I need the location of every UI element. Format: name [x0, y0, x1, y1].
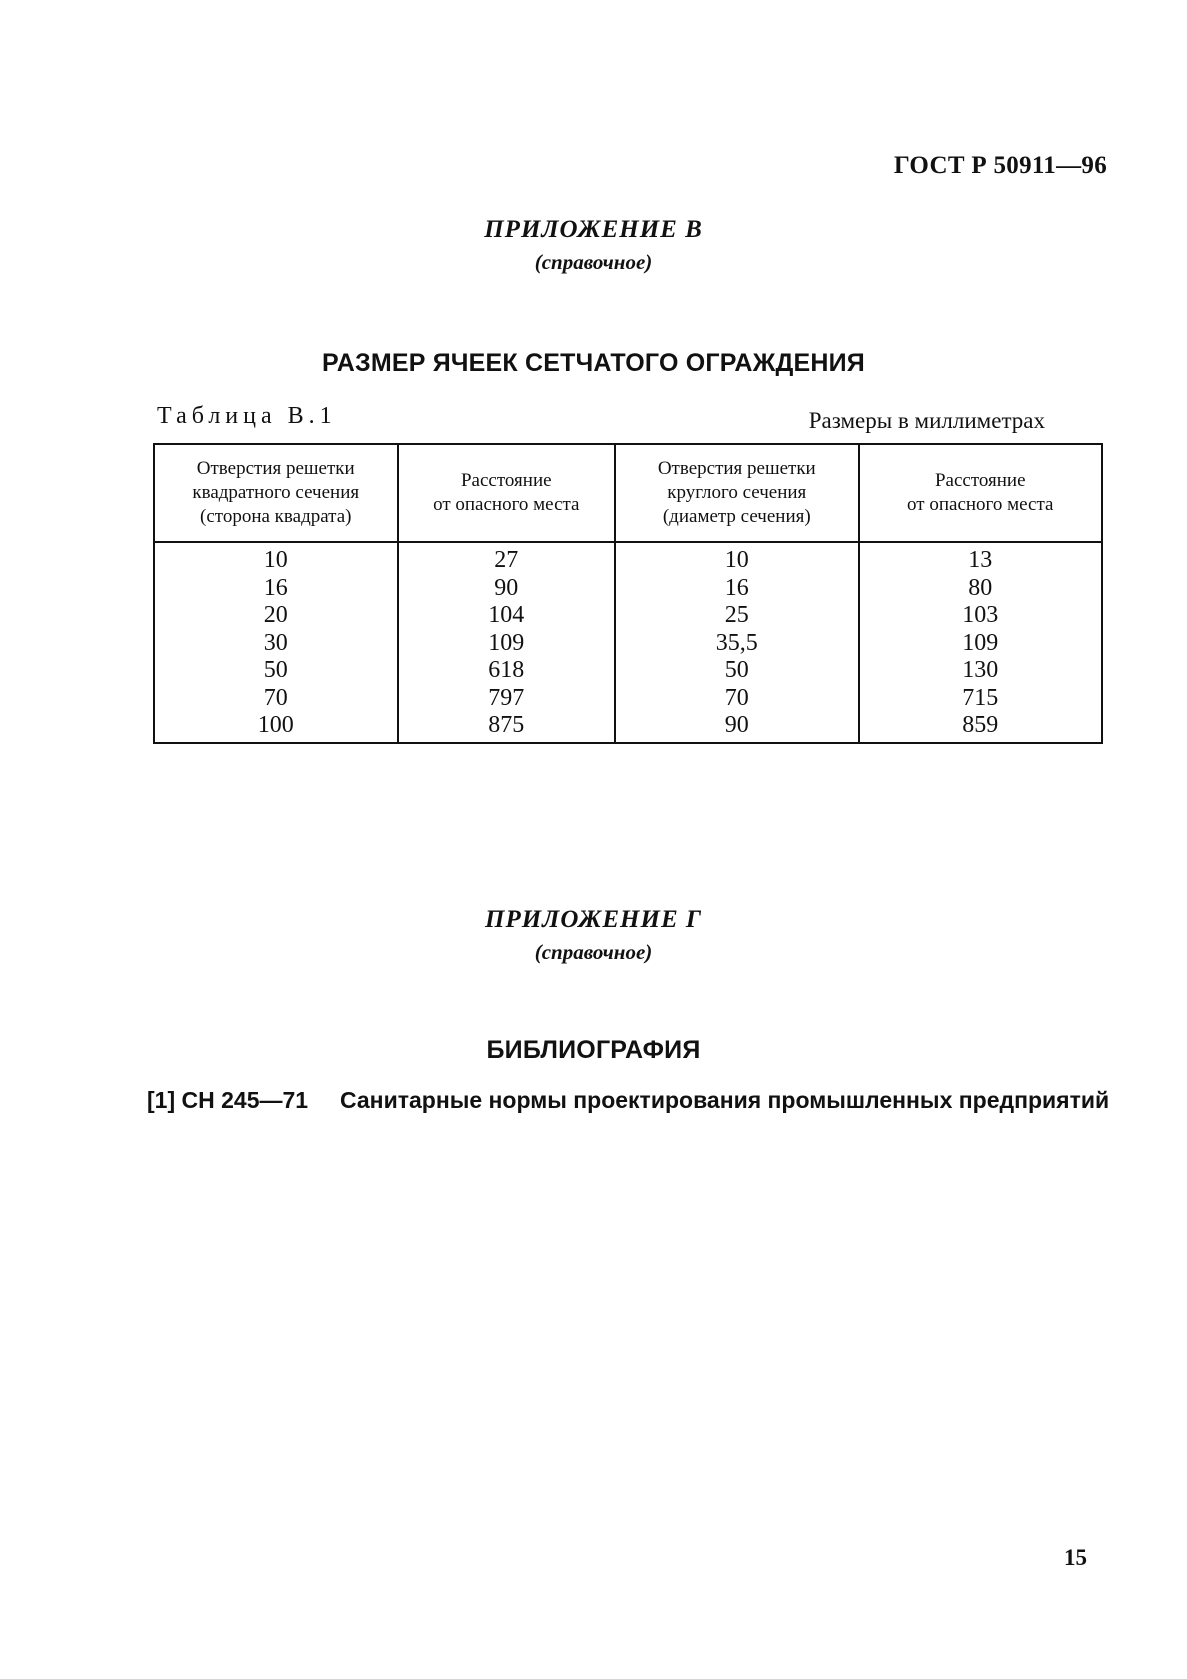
table-cell: 30: [263, 629, 288, 656]
table-cell: 10: [263, 547, 288, 573]
section-g-title: БИБЛИОГРАФИЯ: [486, 1036, 701, 1064]
appendix-g-title: ПРИЛОЖЕНИЕ Г: [485, 906, 702, 933]
header-round-opening: Отверстия решетки круглого сечения (диаметр сечения): [615, 444, 858, 542]
table-cell: 100: [257, 712, 294, 738]
table-cell: 50: [263, 657, 288, 683]
table-cell: 103: [962, 602, 999, 628]
table-cell: 20: [263, 602, 288, 628]
appendix-v-title: ПРИЛОЖЕНИЕ В: [484, 216, 703, 243]
table-cell: 13: [968, 547, 993, 573]
table-cell: 10: [724, 547, 749, 573]
table-cell: 715: [962, 684, 999, 711]
document-standard-number: ГОСТ Р 50911—96: [893, 152, 1107, 179]
table-row: [154, 542, 1102, 743]
table-cell: 50: [724, 657, 749, 683]
round-diameter-values: [615, 542, 858, 743]
mesh-size-table: [153, 443, 1103, 744]
table-cell: 70: [263, 684, 288, 711]
table-cell: 109: [962, 629, 999, 656]
table-cell: 70: [724, 684, 749, 711]
table-cell: 25: [724, 602, 749, 628]
appendix-g-subtitle: (справочное): [534, 940, 653, 964]
square-side-values: [154, 542, 398, 743]
table-cell: 27: [494, 547, 519, 573]
table-header-row: [154, 444, 1102, 542]
appendix-v-subtitle: (справочное): [534, 250, 653, 274]
table-cell: 859: [962, 712, 999, 738]
table-cell: 618: [488, 657, 525, 683]
bibliography-text: Санитарные нормы проектирования промышленных предприятий: [340, 1087, 1110, 1113]
table-label: Таблица В.1: [157, 403, 337, 429]
bibliography-entry: [147, 1087, 1109, 1114]
page-number: 15: [1064, 1545, 1087, 1570]
table-cell: 130: [962, 657, 999, 683]
table-cell: 16: [724, 574, 749, 601]
distance-values-2: [859, 542, 1103, 743]
distance-values-1: [398, 542, 616, 743]
table-cell: 797: [488, 684, 525, 711]
bibliography-ref: [1] СН 245—71: [147, 1087, 309, 1113]
table-cell: 35,5: [715, 629, 758, 656]
table-cell: 16: [263, 574, 288, 601]
table-cell: 104: [488, 602, 525, 628]
table-cell: 80: [968, 574, 993, 601]
table-cell: 875: [488, 712, 525, 738]
table-cell: 109: [488, 629, 525, 656]
section-v-title: РАЗМЕР ЯЧЕЕК СЕТЧАТОГО ОГРАЖДЕНИЯ: [322, 349, 865, 377]
header-distance-2: Расстояние от опасного места: [859, 444, 1103, 542]
table-units: Размеры в миллиметрах: [808, 408, 1045, 433]
table-cell: 90: [494, 574, 519, 601]
header-distance-1: Расстояние от опасного места: [398, 444, 616, 542]
header-square-opening: Отверстия решетки квадратного сечения (сторона квадрата): [154, 444, 398, 542]
table-cell: 90: [724, 712, 749, 738]
